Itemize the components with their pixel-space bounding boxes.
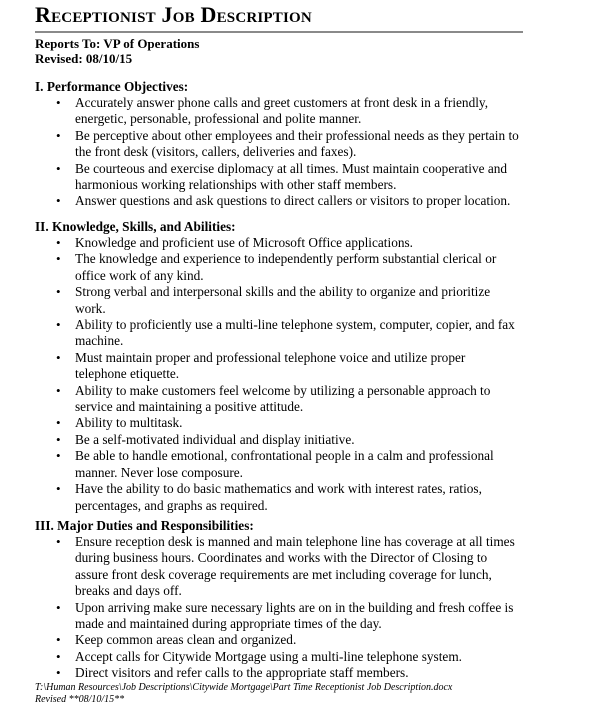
list-item: • Be courteous and exercise diplomacy at all times. Must maintain cooperative and harmonious working relationships with other staff members. — [56, 160, 508, 193]
bullet-icon: • — [56, 127, 61, 143]
list-item: • The knowledge and experience to independently perform substantial clerical or office work of any kind. — [56, 251, 497, 283]
list-item: • Ability to make customers feel welcome by utilizing a personable approach to service and maintaining a positive attitude. — [56, 382, 491, 415]
bullet-icon: • — [56, 534, 61, 549]
bullet-icon: • — [56, 284, 61, 300]
bullet-icon: • — [56, 481, 61, 497]
section-heading-knowledge-skills-abilities: II. Knowledge, Skills, and Abilities: — [35, 219, 236, 234]
bullet-icon: • — [56, 431, 61, 447]
list-item: • Direct visitors and refer calls to the appropriate staff members. — [56, 665, 409, 681]
bullet-icon: • — [56, 665, 61, 681]
bullet-icon: • — [56, 349, 61, 365]
footer-file-path: T:\Human Resources\Job Descriptions\Citywide Mortgage\Part Time Receptionist Job Description.docx — [35, 682, 453, 693]
list-item: • Must maintain proper and professional telephone voice and utilize proper telephone etiquette. — [56, 349, 466, 382]
document-title: Receptionist Job Description — [35, 2, 312, 27]
bullet-icon: • — [56, 95, 61, 110]
knowledge-skills-list — [0, 235, 595, 514]
bullet-icon: • — [56, 193, 61, 209]
list-item: • Be perceptive about other employees and their professional needs as they pertain to the front desk (visitors, callers, deliveries and faxes). — [56, 127, 519, 160]
reports-to: Reports To: VP of Operations — [35, 36, 200, 51]
footer-revised: Revised **08/10/15** — [35, 694, 125, 705]
list-item: • Answer questions and ask questions to direct callers or visitors to proper location. — [56, 193, 511, 209]
list-item: • Ability to multitask. — [56, 415, 183, 431]
bullet-icon: • — [56, 599, 61, 615]
list-item: • Upon arriving make sure necessary lights are on in the building and fresh coffee is made and maintained during appropriate times of the day. — [56, 599, 514, 632]
list-item: • Strong verbal and interpersonal skills and the ability to organize and prioritize work. — [56, 284, 491, 316]
bullet-icon: • — [56, 317, 61, 333]
bullet-icon: • — [56, 382, 61, 398]
list-item: • Knowledge and proficient use of Microsoft Office applications. — [56, 235, 413, 250]
bullet-icon: • — [56, 448, 61, 464]
list-item: • Ability to proficiently use a multi-line telephone system, computer, copier, and fax machine. — [56, 317, 515, 349]
list-item: • Accept calls for Citywide Mortgage using a multi-line telephone system. — [56, 648, 462, 664]
title-divider — [35, 31, 523, 33]
bullet-icon: • — [56, 648, 61, 664]
performance-objectives-list — [0, 95, 595, 210]
bullet-icon: • — [56, 632, 61, 648]
bullet-icon: • — [56, 415, 61, 431]
section-heading-performance-objectives: I. Performance Objectives: — [35, 79, 189, 94]
bullet-icon: • — [56, 160, 61, 176]
list-item: • Ensure reception desk is manned and main telephone line has coverage at all times during business hours. Coordinates and works with the Director of Closing to assure front desk coverage requirements are met including coverage for lunch, breaks and days off. — [56, 534, 515, 599]
revised-date: Revised: 08/10/15 — [35, 51, 133, 66]
section-heading-major-duties: III. Major Duties and Responsibilities: — [35, 518, 254, 533]
list-item: • Be able to handle emotional, confrontational people in a calm and professional manner. Never lose composure. — [56, 448, 494, 480]
bullet-icon: • — [56, 251, 61, 267]
major-duties-list — [0, 534, 595, 682]
list-item: • Keep common areas clean and organized. — [56, 632, 297, 648]
bullet-icon: • — [56, 235, 61, 250]
list-item: • Have the ability to do basic mathematics and work with interest rates, ratios, percentages, and graphs as required. — [56, 481, 482, 513]
list-item: • Accurately answer phone calls and greet customers at front desk in a friendly, energetic, personable, professional and polite manner. — [56, 95, 489, 127]
list-item: • Be a self-motivated individual and display initiative. — [56, 431, 355, 447]
